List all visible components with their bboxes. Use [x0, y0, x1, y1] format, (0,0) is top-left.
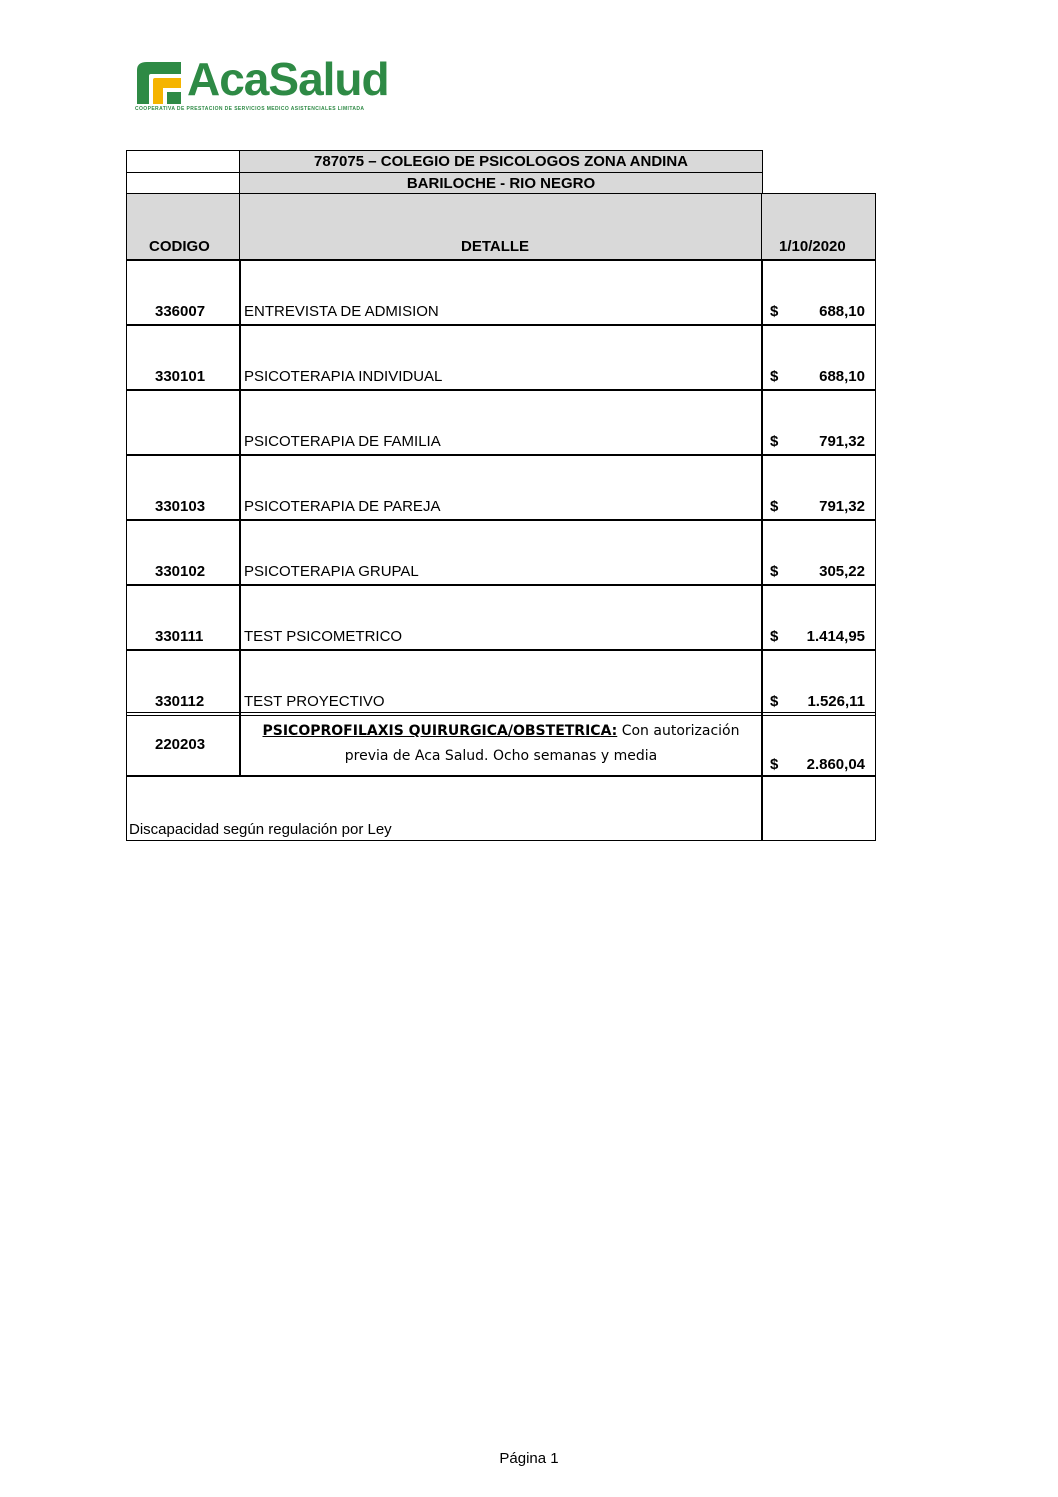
row-importe: 305,22	[819, 563, 865, 580]
row-codigo-cell	[126, 454, 241, 521]
row-codigo: 330101	[155, 368, 206, 385]
row-codigo: 330111	[155, 628, 204, 645]
row-currency: $	[770, 628, 779, 645]
column-header-detalle	[239, 193, 763, 261]
row-codigo-cell	[126, 324, 241, 391]
row-detalle: PSICOTERAPIA INDIVIDUAL	[244, 368, 443, 385]
header-blank-cell-2	[126, 172, 241, 195]
header-location-cell	[239, 172, 763, 195]
row-importe: 688,10	[819, 368, 865, 385]
row-importe: 791,32	[819, 433, 865, 450]
row-importe: 688,10	[819, 303, 865, 320]
row-detalle-cell	[239, 454, 763, 521]
page-number: Página 1	[499, 1450, 559, 1467]
row-detalle: PSICOTERAPIA DE PAREJA	[244, 498, 441, 515]
special-row-codigo: 220203	[155, 736, 206, 753]
row-detalle-cell	[239, 259, 763, 326]
row-detalle: TEST PSICOMETRICO	[244, 628, 403, 645]
special-row-currency: $	[770, 756, 779, 773]
row-detalle: ENTREVISTA DE ADMISION	[244, 303, 439, 320]
row-importe-cell	[761, 389, 876, 456]
row-codigo-cell	[126, 259, 241, 326]
column-codigo-label: CODIGO	[149, 238, 210, 255]
row-codigo-cell	[126, 649, 241, 716]
special-row-detalle-cell	[239, 712, 763, 777]
row-detalle: TEST PROYECTIVO	[244, 693, 385, 710]
header-title-cell	[239, 150, 763, 173]
row-currency: $	[770, 693, 779, 710]
column-detalle-label: DETALLE	[461, 238, 530, 255]
acasalud-leaf-icon	[135, 60, 185, 106]
row-codigo: 330102	[155, 563, 206, 580]
row-importe: 1.526,11	[807, 693, 865, 710]
row-importe-cell	[761, 324, 876, 391]
row-importe-cell	[761, 519, 876, 586]
row-detalle-cell	[239, 324, 763, 391]
row-codigo-cell	[126, 519, 241, 586]
row-importe-cell	[761, 584, 876, 651]
logo-tagline: COOPERATIVA DE PRESTACION DE SERVICIOS MEDICO ASISTENCIALES LIMITADA	[135, 106, 365, 112]
row-detalle-cell	[239, 649, 763, 716]
row-codigo: 336007	[155, 303, 206, 320]
acasalud-logo	[135, 53, 405, 114]
row-detalle-cell	[239, 584, 763, 651]
header-blank-cell-1	[126, 150, 241, 173]
special-row-codigo-cell	[126, 712, 241, 777]
special-row-detalle-line2: previa de Aca Salud. Ocho semanas y media	[344, 748, 658, 764]
special-row-detalle-title: PSICOPROFILAXIS QUIRURGICA/OBSTETRICA:	[262, 723, 618, 739]
column-header-codigo	[126, 193, 241, 261]
row-currency: $	[770, 498, 779, 515]
row-codigo: 330103	[155, 498, 206, 515]
row-currency: $	[770, 563, 779, 580]
row-detalle: PSICOTERAPIA DE FAMILIA	[244, 433, 441, 450]
special-row-detalle-rest1: Con autorización	[617, 723, 740, 739]
row-importe-cell	[761, 259, 876, 326]
row-importe: 791,32	[819, 498, 865, 515]
special-row-importe-cell	[761, 712, 876, 777]
row-detalle: PSICOTERAPIA GRUPAL	[244, 563, 419, 580]
row-codigo-cell	[126, 584, 241, 651]
row-currency: $	[770, 433, 779, 450]
note-text: Discapacidad según regulación por Ley	[129, 821, 392, 838]
row-detalle-cell	[239, 389, 763, 456]
row-codigo-cell	[126, 389, 241, 456]
column-header-fecha	[761, 193, 876, 261]
header-title: 787075 – COLEGIO DE PSICOLOGOS ZONA ANDINA	[314, 153, 688, 170]
row-detalle-cell	[239, 519, 763, 586]
row-codigo: 330112	[155, 693, 205, 710]
note-cell	[126, 775, 763, 841]
row-importe-cell	[761, 454, 876, 521]
row-importe: 1.414,95	[806, 628, 865, 645]
row-currency: $	[770, 368, 779, 385]
logo-wordmark: AcaSalud	[187, 53, 389, 105]
row-importe-cell	[761, 649, 876, 716]
note-blank-cell	[761, 775, 876, 841]
header-location: BARILOCHE - RIO NEGRO	[406, 175, 596, 192]
row-currency: $	[770, 303, 779, 320]
column-fecha-label: 1/10/2020	[779, 238, 846, 255]
special-row-detalle-line1	[240, 723, 762, 739]
special-row-importe: 2.860,04	[806, 756, 865, 773]
